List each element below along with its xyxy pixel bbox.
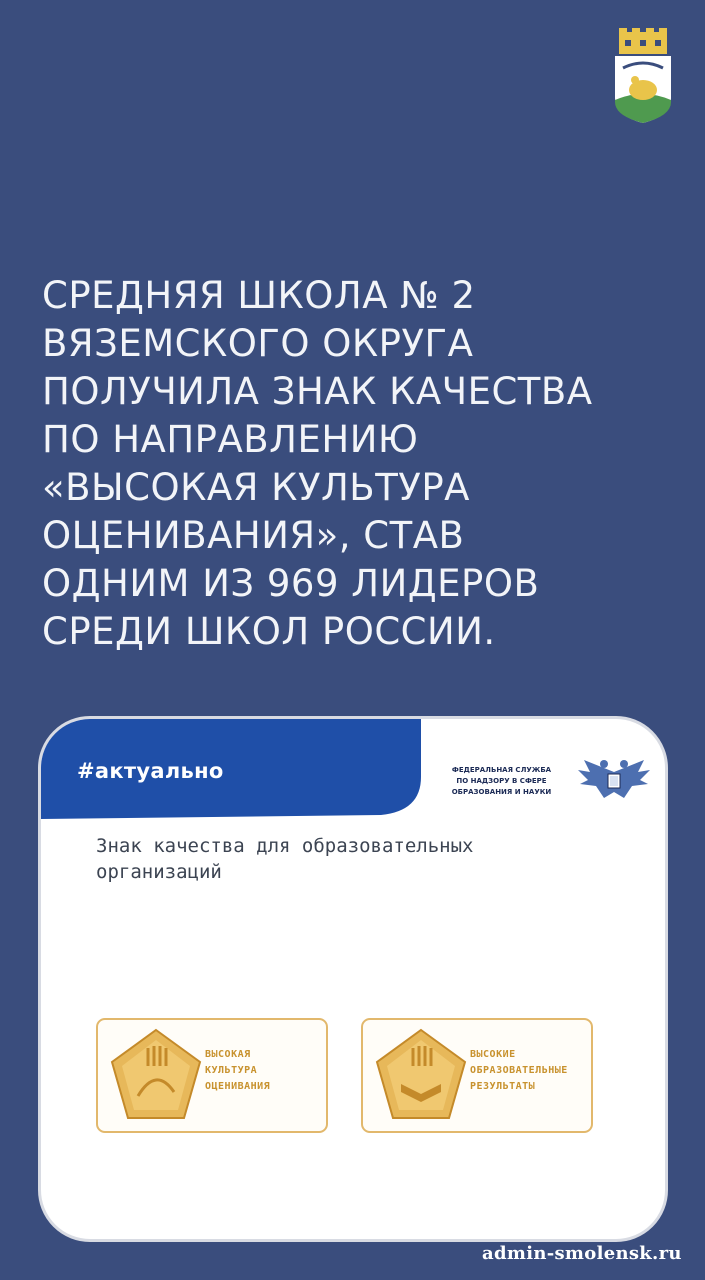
headline-line: СРЕДНЯЯ ШКОЛА № 2	[42, 274, 476, 317]
badge-label-line: ВЫСОКАЯ	[205, 1049, 251, 1060]
quality-badge	[361, 1018, 593, 1133]
badge-label	[470, 1047, 568, 1095]
badge-label-line: КУЛЬТУРА	[205, 1065, 258, 1076]
agency-name-line: ФЕДЕРАЛЬНАЯ СЛУЖБА	[451, 766, 552, 774]
headline-line: «ВЫСОКАЯ КУЛЬТУРА	[42, 466, 470, 509]
double-headed-eagle-icon	[574, 752, 654, 802]
badge-label-line: ОЦЕНИВАНИЯ	[205, 1081, 271, 1092]
headline-line: ОЦЕНИВАНИЯ», СТАВ	[42, 514, 465, 557]
agency-name	[434, 765, 569, 798]
headline-line: ПО НАПРАВЛЕНИЮ	[42, 418, 419, 461]
headline-line: СРЕДИ ШКОЛ РОССИИ.	[42, 610, 496, 653]
badge-label	[205, 1047, 270, 1095]
card-subtitle	[96, 833, 596, 885]
quality-badge	[96, 1018, 328, 1133]
site-watermark: admin-smolensk.ru	[482, 1243, 682, 1264]
badge-label-line: ВЫСОКИЕ	[470, 1049, 516, 1060]
card-subtitle-line: организаций	[96, 861, 222, 883]
badge-label-line: РЕЗУЛЬТАТЫ	[470, 1081, 536, 1092]
headline-line: ПОЛУЧИЛА ЗНАК КАЧЕСТВА	[42, 370, 593, 413]
coat-of-arms-icon	[613, 28, 673, 123]
gold-medal-icon	[373, 1026, 469, 1126]
headline	[42, 272, 682, 656]
gold-medal-icon	[108, 1026, 204, 1126]
card-subtitle-line: Знак качества для образовательных	[96, 835, 474, 857]
agency-name-line: ПО НАДЗОРУ В СФЕРЕ	[456, 777, 547, 785]
hashtag-label: #актуально	[77, 759, 224, 783]
agency-name-line: ОБРАЗОВАНИЯ И НАУКИ	[451, 788, 552, 796]
news-card	[38, 716, 668, 1242]
headline-line: ВЯЗЕМСКОГО ОКРУГА	[42, 322, 474, 365]
badge-label-line: ОБРАЗОВАТЕЛЬНЫЕ	[470, 1065, 568, 1076]
headline-line: ОДНИМ ИЗ 969 ЛИДЕРОВ	[42, 562, 540, 605]
